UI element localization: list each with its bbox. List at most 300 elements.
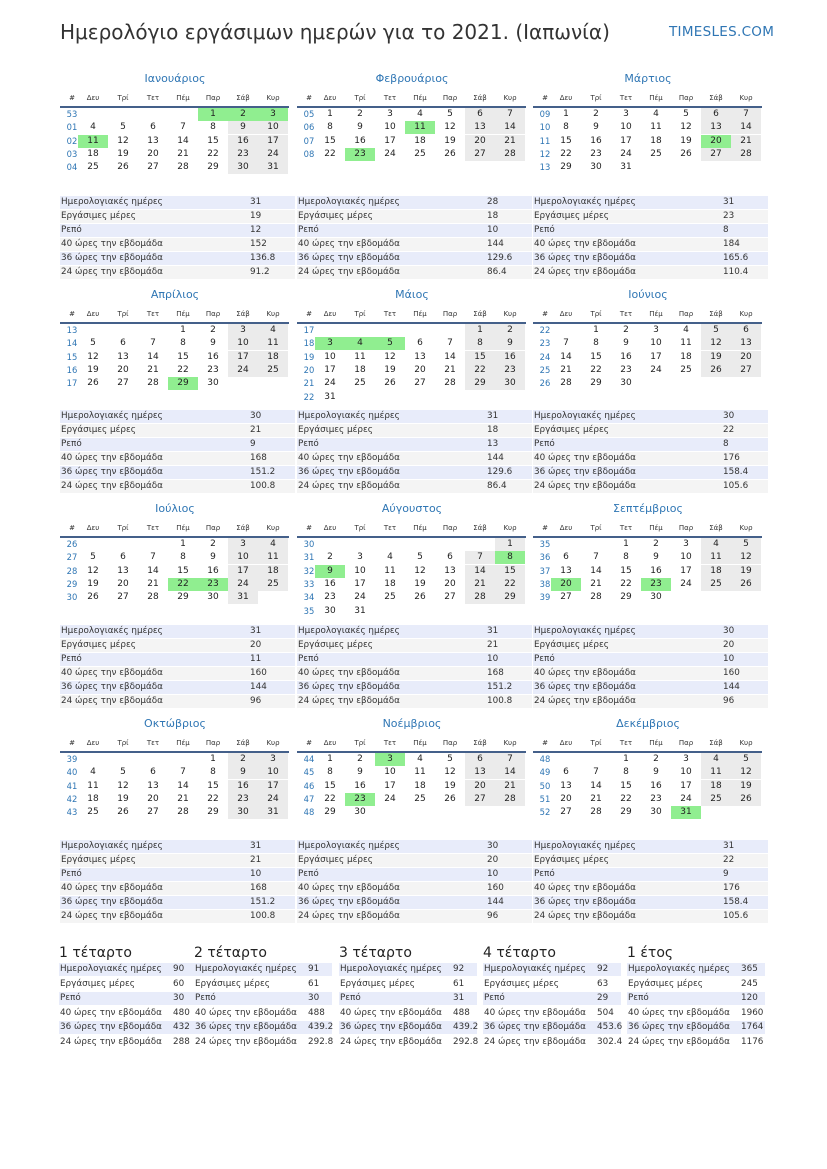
day-cell[interactable]: 6 [465,753,495,766]
day-cell[interactable]: 29 [560,162,572,173]
day-cell[interactable]: 2 [210,539,216,549]
day-cell[interactable]: 3 [683,754,689,764]
day-cell[interactable]: 30 [207,378,219,389]
day-cell[interactable]: 4 [90,122,96,133]
day-cell[interactable]: 19 [444,135,456,146]
day-cell[interactable]: 7 [150,552,156,563]
day-cell[interactable]: 30 [620,378,632,389]
day-cell[interactable]: 3 [623,109,629,119]
day-cell[interactable]: 13 [465,766,495,779]
day-cell[interactable]: 31 [228,591,258,604]
day-cell[interactable]: 21 [177,148,189,159]
day-cell[interactable]: 1 [465,324,495,337]
day-cell[interactable]: 22 [495,578,525,591]
day-cell[interactable]: 9 [210,338,216,349]
day-cell[interactable]: 8 [465,337,495,350]
day-cell[interactable]: 30 [324,605,336,616]
day-cell[interactable]: 8 [623,767,629,778]
day-cell[interactable]: 26 [117,807,129,818]
day-cell[interactable]: 28 [147,378,159,389]
day-cell[interactable]: 5 [731,538,761,551]
day-cell[interactable]: 17 [354,578,366,589]
day-cell[interactable]: 16 [354,135,366,146]
day-cell[interactable]: 3 [228,324,258,337]
day-cell[interactable]: 1 [495,538,525,551]
day-cell[interactable]: 13 [414,351,426,362]
day-cell[interactable]: 28 [147,592,159,603]
day-cell[interactable]: 27 [117,378,129,389]
day-cell[interactable]: 27 [560,807,572,818]
day-cell[interactable]: 14 [444,351,456,362]
day-cell[interactable]: 23 [345,148,375,161]
day-cell[interactable]: 24 [680,793,692,804]
day-cell[interactable]: 15 [177,565,189,576]
day-cell[interactable]: 4 [258,324,288,337]
day-cell[interactable]: 24 [620,148,632,159]
day-cell[interactable]: 18 [258,351,288,364]
day-cell[interactable]: 16 [495,351,525,364]
day-cell[interactable]: 24 [228,364,258,377]
day-cell[interactable]: 21 [495,135,525,148]
day-cell[interactable]: 29 [177,592,189,603]
day-cell[interactable]: 29 [324,807,336,818]
day-cell[interactable]: 16 [354,780,366,791]
day-cell[interactable]: 20 [444,578,456,589]
day-cell[interactable]: 26 [87,592,99,603]
day-cell[interactable]: 15 [560,135,572,146]
day-cell[interactable]: 15 [495,565,525,578]
day-cell[interactable]: 2 [357,754,363,764]
day-cell[interactable]: 15 [620,565,632,576]
day-cell[interactable]: 22 [620,578,632,589]
day-cell[interactable]: 4 [258,538,288,551]
day-cell[interactable]: 8 [327,122,333,133]
day-cell[interactable]: 21 [177,793,189,804]
day-cell[interactable]: 12 [414,565,426,576]
day-cell[interactable]: 3 [387,109,393,119]
day-cell[interactable]: 21 [560,364,572,375]
day-cell[interactable]: 31 [258,161,288,174]
day-cell[interactable]: 20 [465,135,495,148]
day-cell[interactable]: 1 [198,108,228,121]
day-cell[interactable]: 23 [324,592,336,603]
day-cell[interactable]: 28 [444,378,456,389]
day-cell[interactable]: 6 [447,552,453,563]
day-cell[interactable]: 26 [731,578,761,591]
day-cell[interactable]: 23 [228,148,258,161]
day-cell[interactable]: 26 [680,148,692,159]
day-cell[interactable]: 6 [120,552,126,563]
day-cell[interactable]: 19 [117,793,129,804]
day-cell[interactable]: 14 [147,565,159,576]
day-cell[interactable]: 11 [258,337,288,350]
day-cell[interactable]: 13 [465,121,495,134]
day-cell[interactable]: 30 [228,161,258,174]
day-cell[interactable]: 14 [731,121,761,134]
day-cell[interactable]: 6 [150,767,156,778]
day-cell[interactable]: 15 [324,780,336,791]
day-cell[interactable]: 12 [444,767,456,778]
day-cell[interactable]: 26 [117,162,129,173]
day-cell[interactable]: 7 [495,753,525,766]
day-cell[interactable]: 14 [560,351,572,362]
day-cell[interactable]: 10 [620,122,632,133]
day-cell[interactable]: 19 [680,135,692,146]
day-cell[interactable]: 16 [324,578,336,589]
day-cell[interactable]: 7 [465,551,495,564]
day-cell[interactable]: 13 [117,565,129,576]
day-cell[interactable]: 23 [641,578,671,591]
day-cell[interactable]: 28 [495,793,525,806]
day-cell[interactable]: 16 [228,135,258,148]
day-cell[interactable]: 4 [701,753,731,766]
day-cell[interactable]: 18 [680,351,692,362]
day-cell[interactable]: 6 [465,108,495,121]
day-cell[interactable]: 4 [345,337,375,350]
day-cell[interactable]: 8 [180,338,186,349]
day-cell[interactable]: 10 [680,552,692,563]
day-cell[interactable]: 6 [563,767,569,778]
day-cell[interactable]: 3 [653,325,659,335]
day-cell[interactable]: 19 [701,351,731,364]
day-cell[interactable]: 24 [228,578,258,591]
day-cell[interactable]: 20 [117,578,129,589]
day-cell[interactable]: 20 [701,135,731,148]
day-cell[interactable]: 26 [384,378,396,389]
day-cell[interactable]: 31 [258,806,288,819]
day-cell[interactable]: 7 [593,552,599,563]
day-cell[interactable]: 2 [210,325,216,335]
day-cell[interactable]: 20 [147,793,159,804]
day-cell[interactable]: 14 [465,565,495,578]
day-cell[interactable]: 11 [701,551,731,564]
day-cell[interactable]: 29 [590,378,602,389]
day-cell[interactable]: 2 [653,754,659,764]
day-cell[interactable]: 18 [414,780,426,791]
day-cell[interactable]: 27 [117,592,129,603]
day-cell[interactable]: 1 [593,325,599,335]
day-cell[interactable]: 16 [650,565,662,576]
day-cell[interactable]: 23 [620,364,632,375]
day-cell[interactable]: 3 [375,753,405,766]
day-cell[interactable]: 20 [414,364,426,375]
day-cell[interactable]: 22 [207,148,219,159]
day-cell[interactable]: 13 [147,780,159,791]
day-cell[interactable]: 29 [168,377,198,390]
day-cell[interactable]: 26 [701,364,731,377]
day-cell[interactable]: 17 [384,135,396,146]
day-cell[interactable]: 21 [731,135,761,148]
day-cell[interactable]: 21 [147,364,159,375]
day-cell[interactable]: 7 [180,767,186,778]
day-cell[interactable]: 27 [147,162,159,173]
day-cell[interactable]: 8 [563,122,569,133]
day-cell[interactable]: 3 [315,337,345,350]
day-cell[interactable]: 28 [177,807,189,818]
day-cell[interactable]: 16 [207,565,219,576]
day-cell[interactable]: 3 [683,539,689,549]
day-cell[interactable]: 12 [680,122,692,133]
day-cell[interactable]: 22 [324,148,336,159]
day-cell[interactable]: 11 [414,767,426,778]
day-cell[interactable]: 22 [177,364,189,375]
day-cell[interactable]: 10 [228,551,258,564]
day-cell[interactable]: 25 [258,578,288,591]
day-cell[interactable]: 6 [120,338,126,349]
day-cell[interactable]: 9 [495,337,525,350]
day-cell[interactable]: 29 [495,591,525,604]
day-cell[interactable]: 24 [680,578,692,589]
day-cell[interactable]: 9 [357,767,363,778]
day-cell[interactable]: 9 [228,766,258,779]
day-cell[interactable]: 5 [120,122,126,133]
day-cell[interactable]: 5 [683,109,689,119]
day-cell[interactable]: 7 [563,338,569,349]
day-cell[interactable]: 19 [731,780,761,793]
day-cell[interactable]: 10 [680,767,692,778]
day-cell[interactable]: 14 [177,135,189,146]
day-cell[interactable]: 5 [120,767,126,778]
day-cell[interactable]: 13 [147,135,159,146]
day-cell[interactable]: 4 [90,767,96,778]
day-cell[interactable]: 24 [650,364,662,375]
day-cell[interactable]: 12 [701,337,731,350]
day-cell[interactable]: 8 [495,551,525,564]
day-cell[interactable]: 13 [731,337,761,350]
day-cell[interactable]: 29 [465,377,495,390]
day-cell[interactable]: 11 [650,122,662,133]
day-cell[interactable]: 21 [444,364,456,375]
day-cell[interactable]: 4 [653,109,659,119]
day-cell[interactable]: 8 [593,338,599,349]
day-cell[interactable]: 27 [731,364,761,377]
day-cell[interactable]: 9 [315,565,345,578]
day-cell[interactable]: 15 [590,351,602,362]
day-cell[interactable]: 11 [354,351,366,362]
day-cell[interactable]: 17 [384,780,396,791]
day-cell[interactable]: 7 [731,108,761,121]
day-cell[interactable]: 29 [207,162,219,173]
day-cell[interactable]: 31 [324,391,336,402]
brand-link[interactable]: TIMESLES.COM [669,24,775,40]
day-cell[interactable]: 18 [701,780,731,793]
day-cell[interactable]: 7 [447,338,453,349]
day-cell[interactable]: 5 [417,552,423,563]
day-cell[interactable]: 25 [384,592,396,603]
day-cell[interactable]: 17 [680,565,692,576]
day-cell[interactable]: 17 [258,780,288,793]
day-cell[interactable]: 10 [228,337,258,350]
day-cell[interactable]: 21 [495,780,525,793]
day-cell[interactable]: 26 [414,592,426,603]
day-cell[interactable]: 20 [147,148,159,159]
day-cell[interactable]: 5 [375,337,405,350]
day-cell[interactable]: 18 [354,364,366,375]
day-cell[interactable]: 18 [87,793,99,804]
day-cell[interactable]: 23 [345,793,375,806]
day-cell[interactable]: 18 [87,148,99,159]
day-cell[interactable]: 7 [593,767,599,778]
day-cell[interactable]: 16 [228,780,258,793]
day-cell[interactable]: 9 [228,121,258,134]
day-cell[interactable]: 17 [650,351,662,362]
day-cell[interactable]: 17 [258,135,288,148]
day-cell[interactable]: 12 [87,351,99,362]
day-cell[interactable]: 19 [731,565,761,578]
day-cell[interactable]: 16 [650,780,662,791]
day-cell[interactable]: 12 [731,551,761,564]
day-cell[interactable]: 23 [590,148,602,159]
day-cell[interactable]: 22 [590,364,602,375]
day-cell[interactable]: 27 [147,807,159,818]
day-cell[interactable]: 31 [671,806,701,819]
day-cell[interactable]: 1 [180,539,186,549]
day-cell[interactable]: 27 [465,793,495,806]
day-cell[interactable]: 20 [465,780,495,793]
day-cell[interactable]: 2 [228,753,258,766]
day-cell[interactable]: 10 [324,351,336,362]
day-cell[interactable]: 14 [495,121,525,134]
day-cell[interactable]: 29 [620,592,632,603]
day-cell[interactable]: 22 [207,793,219,804]
day-cell[interactable]: 4 [701,538,731,551]
day-cell[interactable]: 12 [731,766,761,779]
day-cell[interactable]: 10 [384,122,396,133]
day-cell[interactable]: 31 [354,605,366,616]
day-cell[interactable]: 2 [593,109,599,119]
day-cell[interactable]: 30 [354,807,366,818]
day-cell[interactable]: 2 [623,325,629,335]
day-cell[interactable]: 17 [620,135,632,146]
day-cell[interactable]: 7 [150,338,156,349]
day-cell[interactable]: 25 [414,148,426,159]
day-cell[interactable]: 23 [198,578,228,591]
day-cell[interactable]: 12 [117,780,129,791]
day-cell[interactable]: 10 [258,121,288,134]
day-cell[interactable]: 21 [590,793,602,804]
day-cell[interactable]: 9 [623,338,629,349]
day-cell[interactable]: 5 [447,754,453,764]
day-cell[interactable]: 13 [444,565,456,576]
day-cell[interactable]: 9 [653,767,659,778]
day-cell[interactable]: 15 [620,780,632,791]
day-cell[interactable]: 8 [327,767,333,778]
day-cell[interactable]: 27 [414,378,426,389]
day-cell[interactable]: 16 [207,351,219,362]
day-cell[interactable]: 1 [180,325,186,335]
day-cell[interactable]: 21 [590,578,602,589]
day-cell[interactable]: 3 [228,538,258,551]
day-cell[interactable]: 5 [90,338,96,349]
day-cell[interactable]: 5 [447,109,453,119]
day-cell[interactable]: 10 [650,338,662,349]
day-cell[interactable]: 26 [444,148,456,159]
day-cell[interactable]: 3 [357,552,363,563]
day-cell[interactable]: 21 [465,578,495,591]
day-cell[interactable]: 16 [590,135,602,146]
day-cell[interactable]: 11 [87,780,99,791]
day-cell[interactable]: 10 [354,565,366,576]
day-cell[interactable]: 19 [384,364,396,375]
day-cell[interactable]: 27 [701,148,731,161]
day-cell[interactable]: 25 [258,364,288,377]
day-cell[interactable]: 2 [228,108,258,121]
day-cell[interactable]: 4 [683,325,689,335]
day-cell[interactable]: 10 [258,766,288,779]
day-cell[interactable]: 24 [354,592,366,603]
day-cell[interactable]: 30 [228,806,258,819]
day-cell[interactable]: 2 [357,109,363,119]
day-cell[interactable]: 23 [207,364,219,375]
day-cell[interactable]: 8 [210,767,216,778]
day-cell[interactable]: 25 [354,378,366,389]
day-cell[interactable]: 13 [117,351,129,362]
day-cell[interactable]: 12 [444,122,456,133]
day-cell[interactable]: 19 [444,780,456,791]
day-cell[interactable]: 11 [680,338,692,349]
day-cell[interactable]: 3 [258,108,288,121]
day-cell[interactable]: 15 [177,351,189,362]
day-cell[interactable]: 21 [147,578,159,589]
day-cell[interactable]: 4 [387,552,393,563]
day-cell[interactable]: 5 [701,324,731,337]
day-cell[interactable]: 28 [560,378,572,389]
day-cell[interactable]: 30 [207,592,219,603]
day-cell[interactable]: 5 [731,753,761,766]
day-cell[interactable]: 24 [384,793,396,804]
day-cell[interactable]: 20 [117,364,129,375]
day-cell[interactable]: 24 [258,793,288,806]
day-cell[interactable]: 17 [228,351,258,364]
day-cell[interactable]: 6 [563,552,569,563]
day-cell[interactable]: 1 [623,539,629,549]
day-cell[interactable]: 25 [701,793,731,806]
day-cell[interactable]: 30 [650,807,662,818]
day-cell[interactable]: 15 [207,780,219,791]
day-cell[interactable]: 24 [324,378,336,389]
day-cell[interactable]: 9 [653,552,659,563]
day-cell[interactable]: 9 [593,122,599,133]
day-cell[interactable]: 6 [150,122,156,133]
day-cell[interactable]: 28 [590,807,602,818]
day-cell[interactable]: 23 [650,793,662,804]
day-cell[interactable]: 22 [168,578,198,591]
day-cell[interactable]: 22 [324,793,336,804]
day-cell[interactable]: 18 [650,135,662,146]
day-cell[interactable]: 28 [177,162,189,173]
day-cell[interactable]: 4 [417,109,423,119]
day-cell[interactable]: 15 [324,135,336,146]
day-cell[interactable]: 9 [210,552,216,563]
day-cell[interactable]: 3 [258,753,288,766]
day-cell[interactable]: 28 [495,148,525,161]
day-cell[interactable]: 26 [87,378,99,389]
day-cell[interactable]: 7 [495,108,525,121]
day-cell[interactable]: 14 [590,565,602,576]
day-cell[interactable]: 1 [623,754,629,764]
day-cell[interactable]: 17 [324,364,336,375]
day-cell[interactable]: 5 [90,552,96,563]
day-cell[interactable]: 10 [384,767,396,778]
day-cell[interactable]: 25 [701,578,731,591]
day-cell[interactable]: 24 [258,148,288,161]
day-cell[interactable]: 6 [701,108,731,121]
day-cell[interactable]: 12 [87,565,99,576]
day-cell[interactable]: 19 [87,578,99,589]
day-cell[interactable]: 1 [327,754,333,764]
day-cell[interactable]: 11 [384,565,396,576]
day-cell[interactable]: 20 [560,793,572,804]
